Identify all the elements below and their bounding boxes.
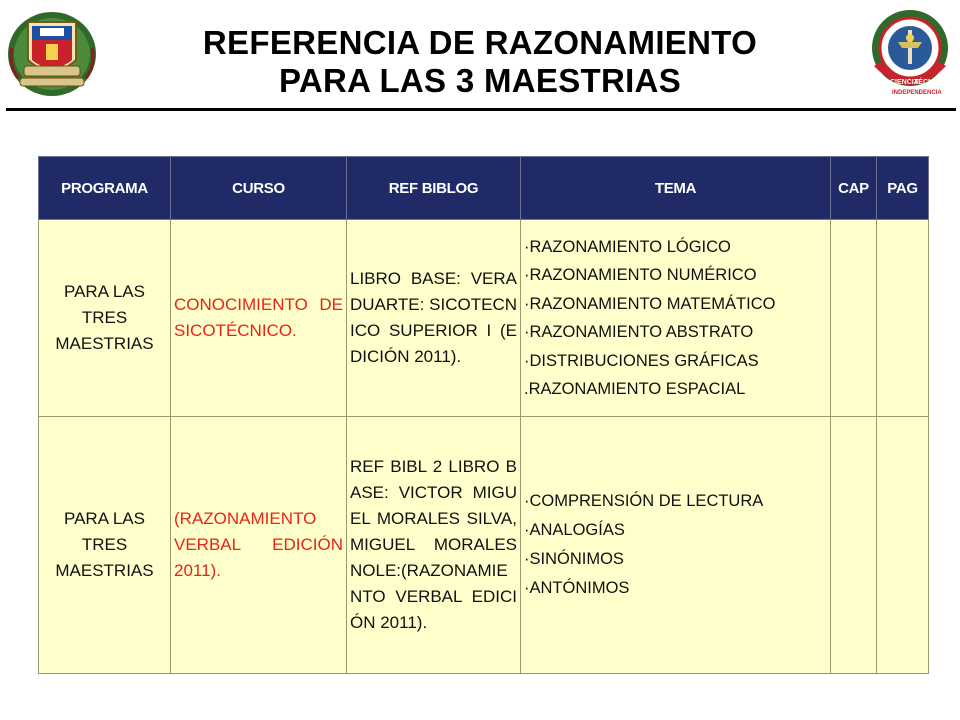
cap-cell	[831, 220, 877, 417]
pag-cell	[877, 417, 929, 674]
university-crest-icon	[6, 8, 98, 100]
reference-table	[38, 156, 929, 674]
crest-band-text-3: INDEPENDENCIA	[892, 90, 942, 96]
tema-item: ·RAZONAMIENTO MATEMÁTICO	[524, 294, 776, 313]
title-line-2: PARA LAS 3 MAESTRIAS	[278, 62, 682, 99]
crest-band-text-1: CIENCIA	[890, 79, 919, 86]
ref-biblog-cell: LIBRO BASE: VERA DUARTE: SICOTECNICO SUPERIOR I (EDICIÓN 2011).	[347, 220, 521, 417]
curso-cell: CONOCIMIENTO DE SICOTÉCNICO.	[171, 220, 347, 417]
tema-cell	[521, 417, 831, 674]
header-divider	[6, 108, 956, 111]
header-programa: PROGRAMA	[39, 157, 171, 220]
tema-item: ·ANALOGÍAS	[524, 521, 625, 539]
tema-item: ·COMPRENSIÓN DE LECTURA	[524, 492, 764, 510]
table-header-row	[39, 157, 929, 220]
cap-cell	[831, 417, 877, 674]
table-row	[39, 220, 929, 417]
tema-item: ·RAZONAMIENTO LÓGICO	[524, 237, 731, 256]
header-tema: TEMA	[521, 157, 831, 220]
tema-item: .RAZONAMIENTO ESPACIAL	[524, 380, 746, 398]
tema-item: ·SINÓNIMOS	[524, 550, 624, 568]
police-college-crest-icon	[868, 8, 952, 100]
tema-item: ·DISTRIBUCIONES GRÁFICAS	[524, 351, 759, 370]
header-curso: CURSO	[171, 157, 347, 220]
table-row	[39, 417, 929, 674]
tema-item: ·ANTÓNIMOS	[524, 579, 630, 597]
pag-cell	[877, 220, 929, 417]
crest-band-text-2: TÉCNICA	[914, 79, 946, 86]
header-pag: PAG	[877, 157, 929, 220]
header-cap: CAP	[831, 157, 877, 220]
header-ref-biblog: REF BIBLOG	[347, 157, 521, 220]
tema-item: ·RAZONAMIENTO NUMÉRICO	[524, 266, 757, 284]
tema-cell	[521, 220, 831, 417]
programa-cell: PARA LAS TRES MAESTRIAS	[39, 417, 171, 674]
page-title	[120, 24, 840, 100]
title-line-1: REFERENCIA DE RAZONAMIENTO	[202, 24, 758, 61]
curso-cell: (RAZONAMIENTO VERBAL EDICIÓN 2011).	[171, 417, 347, 674]
ref-biblog-cell: REF BIBL 2 LIBRO BASE: VICTOR MIGUEL MORALES SILVA, MIGUEL MORALES NOLE:(RAZONAMIENTO VERBAL EDICIÓN 2011).	[347, 417, 521, 674]
programa-cell: PARA LAS TRES MAESTRIAS	[39, 220, 171, 417]
tema-item: ·RAZONAMIENTO ABSTRATO	[524, 323, 754, 341]
